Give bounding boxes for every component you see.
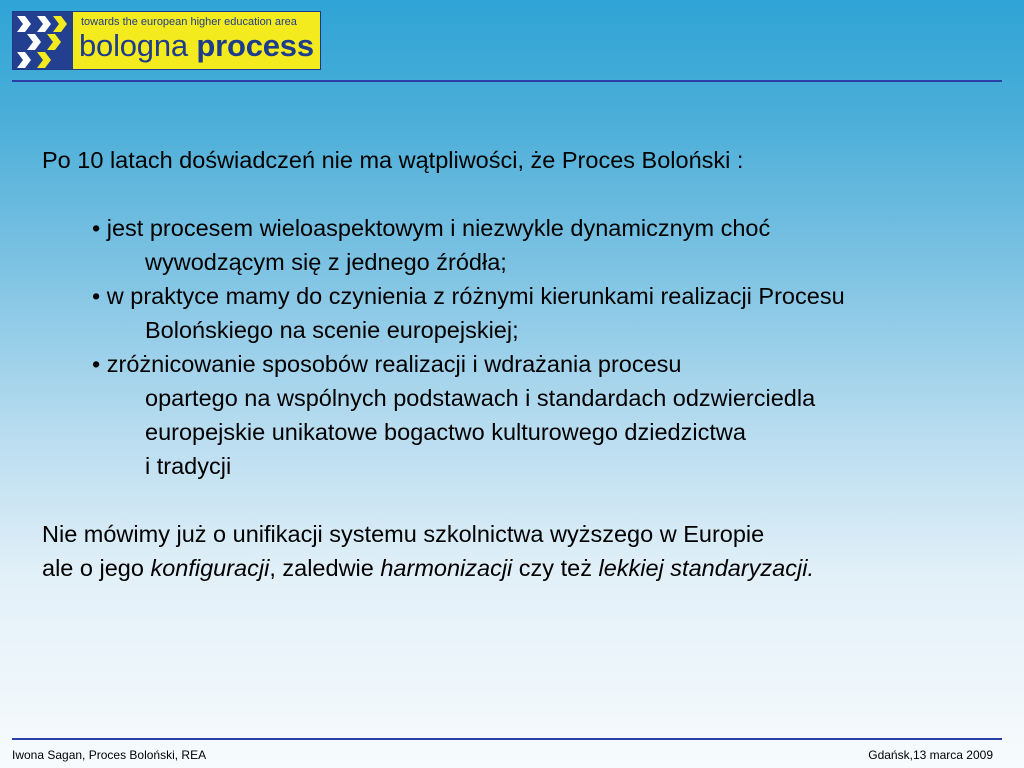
logo-tagline: towards the european higher education area bbox=[81, 16, 297, 28]
conclusion-line-1: Nie mówimy już o unifikacji systemu szkolnictwa wyższego w Europie bbox=[42, 521, 765, 547]
logo-title bbox=[79, 28, 314, 64]
footer-date: Gdańsk,13 marca 2009 bbox=[868, 748, 993, 762]
conclusion-text-2: , zaledwie bbox=[269, 555, 381, 581]
bullet-2: • w praktyce mamy do czynienia z różnymi kierunkami realizacji Procesu bbox=[92, 283, 845, 309]
bullet-3-continuation-2: europejskie unikatowe bogactwo kulturowego dziedzictwa bbox=[145, 419, 746, 445]
conclusion-text-1: ale o jego bbox=[42, 555, 151, 581]
footer-author: Iwona Sagan, Proces Boloński, REA bbox=[12, 748, 207, 762]
conclusion-term-harmonizacji: harmonizacji bbox=[380, 555, 513, 581]
conclusion-term-konfiguracji: konfiguracji bbox=[150, 555, 270, 581]
conclusion-term-standaryzacji: lekkiej standaryzacji. bbox=[598, 555, 814, 581]
logo-text bbox=[73, 12, 320, 69]
header-divider bbox=[12, 80, 1002, 82]
logo-title-bologna: bologna bbox=[79, 28, 188, 63]
bullet-1-continuation: wywodzącym się z jednego źródła; bbox=[145, 249, 507, 275]
logo-title-process: process bbox=[196, 28, 314, 63]
footer-divider bbox=[12, 738, 1002, 740]
slide-body bbox=[42, 143, 1017, 585]
conclusion-line-2 bbox=[42, 551, 1017, 585]
logo-mark-icon bbox=[13, 12, 73, 69]
intro-line: Po 10 latach doświadczeń nie ma wątpliwości, że Proces Boloński : bbox=[42, 147, 744, 173]
spacer bbox=[42, 483, 1017, 517]
spacer bbox=[42, 177, 1017, 211]
bologna-process-logo bbox=[12, 11, 321, 70]
bullet-2-continuation: Bolońskiego na scenie europejskiej; bbox=[145, 317, 519, 343]
conclusion-text-3: czy też bbox=[512, 555, 599, 581]
bullet-3-continuation-1: opartego na wspólnych podstawach i standardach odzwierciedla bbox=[145, 385, 816, 411]
bullet-3: • zróżnicowanie sposobów realizacji i wdrażania procesu bbox=[92, 351, 682, 377]
bullet-3-continuation-3: i tradycji bbox=[145, 453, 232, 479]
bullet-1: • jest procesem wieloaspektowym i niezwykle dynamicznym choć bbox=[92, 215, 771, 241]
